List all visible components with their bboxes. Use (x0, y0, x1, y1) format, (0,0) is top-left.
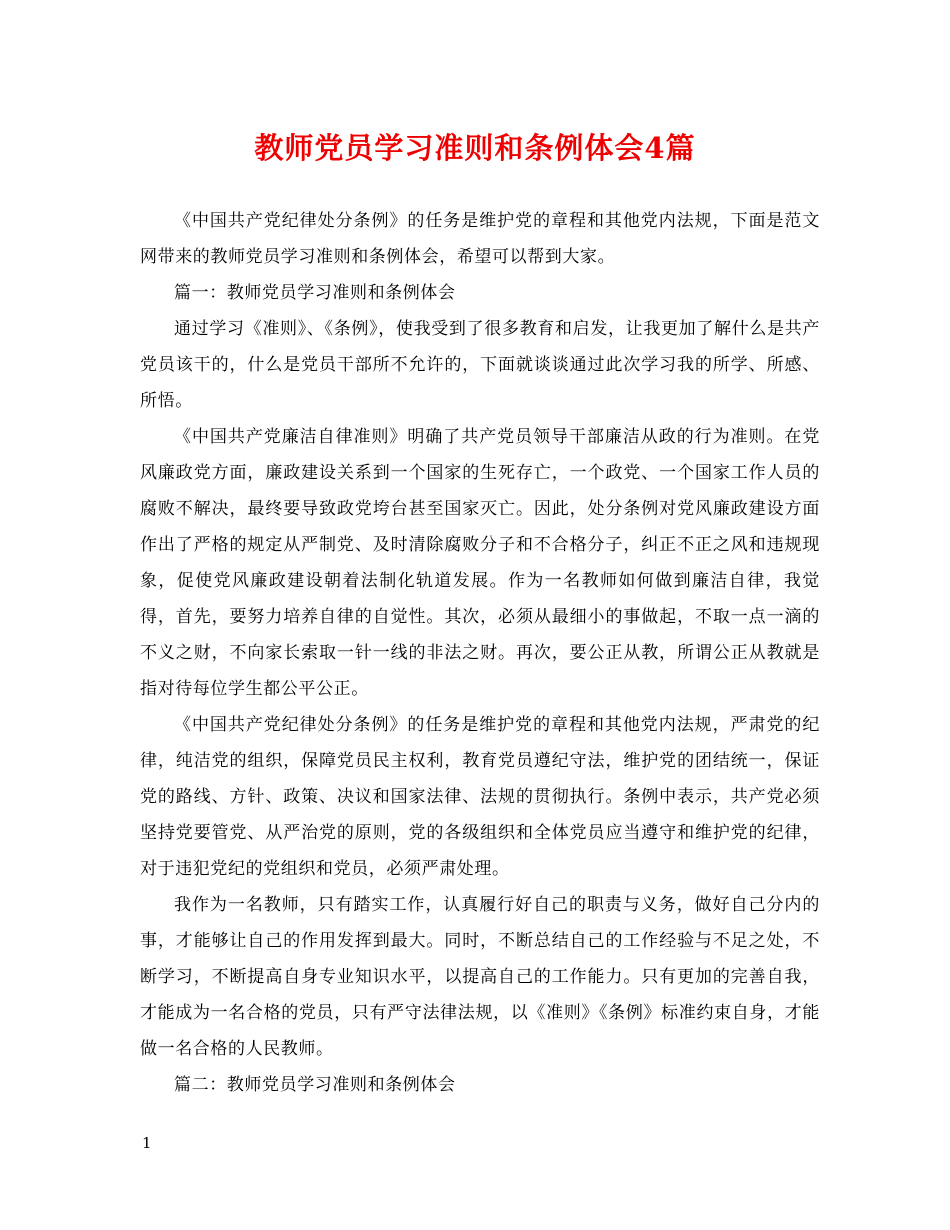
document-title: 教师党员学习准则和条例体会4篇 (254, 131, 696, 165)
paragraph-integrity-code: 《中国共产党廉洁自律准则》明确了共产党员领导干部廉洁从政的行为准则。在党风廉政党方面，廉政建设关系到一个国家的生死存亡，一个政党、一个国家工作人员的腐败不解决，最终要导致政党垮台甚至国家灭亡。因此，处分条例对党风廉政建设方面作出了严格的规定从严制党、及时清除腐败分子和不合格分子，纠正不正之风和违规现象，促使党风廉政建设朝着法制化轨道发展。作为一名教师如何做到廉洁自律，我觉得，首先，要努力培养自律的自觉性。其次，必须从最细小的事做起，不取一点一滴的不义之财，不向家长索取一针一线的非法之财。再次，要公正从教，所谓公正从教就是指对待每位学生都公平公正。 (140, 427, 820, 699)
section-heading-part-one: 篇一：教师党员学习准则和条例体会 (174, 283, 456, 303)
paragraph-learning: 通过学习《准则》、《条例》，使我受到了很多教育和启发，让我更加了解什么是共产党员该干的，什么是党员干部所不允许的，下面就谈谈通过此次学习我的所学、所感、所悟。 (140, 319, 820, 411)
section-heading-part-two: 篇二：教师党员学习准则和条例体会 (174, 1075, 456, 1095)
paragraph-teacher-duty: 我作为一名教师，只有踏实工作，认真履行好自己的职责与义务，做好自己分内的事，才能够让自己的作用发挥到最大。同时，不断总结自己的工作经验与不足之处，不断学习，不断提高自身专业知识水平，以提高自己的工作能力。只有更加的完善自我，才能成为一名合格的党员，只有严守法律法规，以《准则》《条例》标准约束自身，才能做一名合格的人民教师。 (140, 895, 820, 1059)
paragraph-discipline-regulations: 《中国共产党纪律处分条例》的任务是维护党的章程和其他党内法规，严肃党的纪律，纯洁党的组织，保障党员民主权利，教育党员遵纪守法，维护党的团结统一，保证党的路线、方针、政策、决议和国家法律、法规的贯彻执行。条例中表示，共产党必须坚持党要管党、从严治党的原则，党的各级组织和全体党员应当遵守和维护党的纪律，对于违犯党纪的党组织和党员，必须严肃处理。 (140, 715, 820, 879)
paragraph-intro: 《中国共产党纪律处分条例》的任务是维护党的章程和其他党内法规，下面是范文网带来的教师党员学习准则和条例体会，希望可以帮到大家。 (140, 211, 820, 267)
page-number: 1 (142, 1134, 152, 1152)
document-body (140, 203, 820, 1103)
